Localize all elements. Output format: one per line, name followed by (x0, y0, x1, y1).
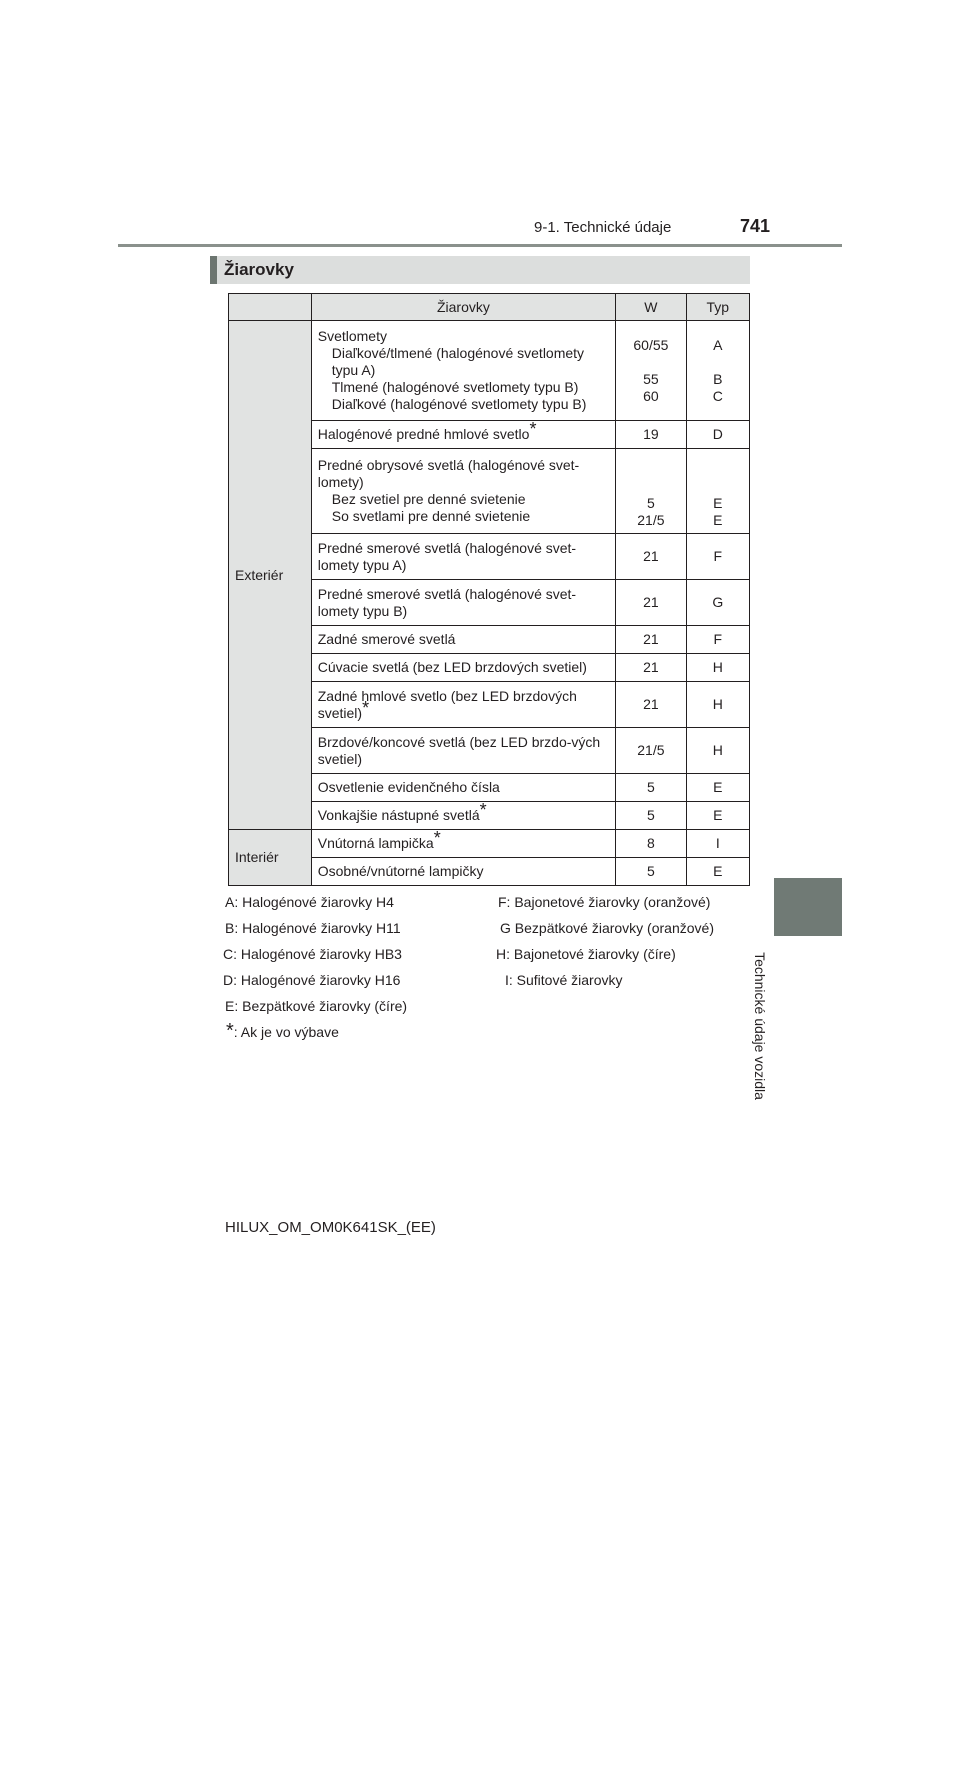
section-title: Žiarovky (224, 260, 294, 279)
row-type (686, 449, 749, 534)
row-label-line: Svetlomety (317, 328, 387, 344)
row-label (311, 321, 615, 421)
legend-item: B: Halogénové žiarovky H11 (225, 920, 401, 936)
header-empty-cell (229, 294, 312, 321)
row-watt (616, 321, 686, 421)
type-spacer (693, 354, 743, 371)
row-label-line: Bez svetiel pre denné svietenie (331, 491, 526, 507)
document-code-footer: HILUX_OM_OM0K641SK_(EE) (225, 1219, 436, 1236)
legend-item: A: Halogénové žiarovky H4 (225, 894, 394, 910)
row-label: Osvetlenie evidenčného čísla (311, 774, 615, 802)
row-type: G (686, 580, 749, 626)
type-value: E (713, 495, 723, 511)
legend-item: F: Bajonetové žiarovky (oranžové) (498, 894, 711, 910)
row-label (311, 830, 615, 858)
row-type: E (686, 774, 749, 802)
legend-item: I: Sufitové žiarovky (505, 972, 623, 988)
row-type (686, 321, 749, 421)
legend-item: G Bezpätkové žiarovky (oranžové) (500, 920, 714, 936)
header-watt: W (616, 294, 686, 321)
chapter-tab (774, 878, 842, 1786)
table-row (229, 321, 750, 421)
watt-value: 60 (643, 387, 659, 404)
legend-item: H: Bajonetové žiarovky (číre) (496, 946, 676, 962)
page-number: 741 (740, 216, 771, 236)
row-label: Zadné smerové svetlá (311, 626, 615, 654)
row-type: F (686, 534, 749, 580)
row-type: H (686, 682, 749, 728)
row-watt: 19 (616, 421, 686, 449)
row-type: H (686, 728, 749, 774)
type-value: C (712, 387, 723, 404)
footnote (226, 1020, 339, 1043)
type-value: A (713, 336, 723, 353)
chapter-number: 9 (804, 1770, 812, 1786)
watt-value: 5 (647, 495, 655, 511)
row-label-text: Halogénové predné hmlové svetlo (317, 426, 530, 442)
row-label (311, 421, 615, 449)
row-label-text: Zadné hmlové svetlo (bez LED brzdových svetiel) (317, 687, 577, 721)
table-header-row (229, 294, 750, 321)
row-label (311, 682, 615, 728)
table-row (229, 830, 750, 858)
row-watt: 5 (616, 858, 686, 886)
row-label-line: Predné obrysové svetlá (halogénové svet-lomety) (317, 457, 580, 490)
row-label: Osobné/vnútorné lampičky (311, 858, 615, 886)
header-type: Typ (686, 294, 749, 321)
legend-item: C: Halogénové žiarovky HB3 (223, 946, 402, 962)
row-type: I (686, 830, 749, 858)
row-watt: 8 (616, 830, 686, 858)
legend-item: E: Bezpätkové žiarovky (číre) (225, 998, 408, 1014)
type-value: B (713, 370, 723, 387)
watt-value: 60/55 (633, 336, 669, 353)
row-label-text: Vnútorná lampička (317, 835, 434, 851)
type-value: E (713, 512, 723, 528)
section-heading-bar (210, 256, 750, 284)
row-type: D (686, 421, 749, 449)
header-bulbs: Žiarovky (311, 294, 615, 321)
header-section-title: 9-1. Technické údaje (534, 219, 672, 236)
row-type: E (686, 802, 749, 830)
watt-value: 55 (643, 370, 659, 387)
row-label (311, 449, 615, 534)
row-watt: 21 (616, 580, 686, 626)
row-watt: 21/5 (616, 728, 686, 774)
chapter-title-vertical: Technické údaje vozidla (752, 952, 768, 1100)
row-type: E (686, 858, 749, 886)
row-label-line: Tlmené (halogénové svetlomety typu B) (331, 379, 579, 395)
row-label: Predné smerové svetlá (halogénové svet-lomety typu A) (311, 534, 615, 580)
row-watt: 21 (616, 626, 686, 654)
row-watt: 5 (616, 802, 686, 830)
watt-spacer (622, 354, 679, 371)
row-type: H (686, 654, 749, 682)
row-label: Brzdové/koncové svetlá (bez LED brzdo-vých svetiel) (311, 728, 615, 774)
optional-marker: * (479, 800, 487, 821)
group-exterior: Exteriér (229, 321, 312, 830)
footnote-star: * (226, 1020, 234, 1042)
row-label: Predné smerové svetlá (halogénové svet-lomety typu B) (311, 580, 615, 626)
optional-marker: * (529, 419, 537, 440)
row-watt: 21 (616, 682, 686, 728)
footnote-text: : Ak je vo výbave (233, 1024, 339, 1040)
row-label-line: Diaľkové/tlmené (halogénové svetlomety typu A) (331, 345, 585, 378)
watt-value: 21/5 (637, 512, 665, 528)
row-label-text: Vonkajšie nástupné svetlá (317, 807, 480, 823)
row-label-line: Diaľkové (halogénové svetlomety typu B) (331, 396, 587, 412)
row-label (311, 802, 615, 830)
row-label-line: So svetlami pre denné svietenie (331, 508, 531, 524)
bulb-table (228, 293, 750, 886)
section-marker (210, 256, 217, 284)
row-type: F (686, 626, 749, 654)
row-watt (616, 449, 686, 534)
row-label: Cúvacie svetlá (bez LED brzdových svetiel) (311, 654, 615, 682)
row-watt: 5 (616, 774, 686, 802)
optional-marker: * (433, 828, 441, 849)
group-interior: Interiér (229, 830, 312, 886)
header-rule (118, 244, 842, 247)
legend-item: D: Halogénové žiarovky H16 (223, 972, 401, 988)
row-watt: 21 (616, 654, 686, 682)
optional-marker: * (362, 697, 370, 718)
row-watt: 21 (616, 534, 686, 580)
